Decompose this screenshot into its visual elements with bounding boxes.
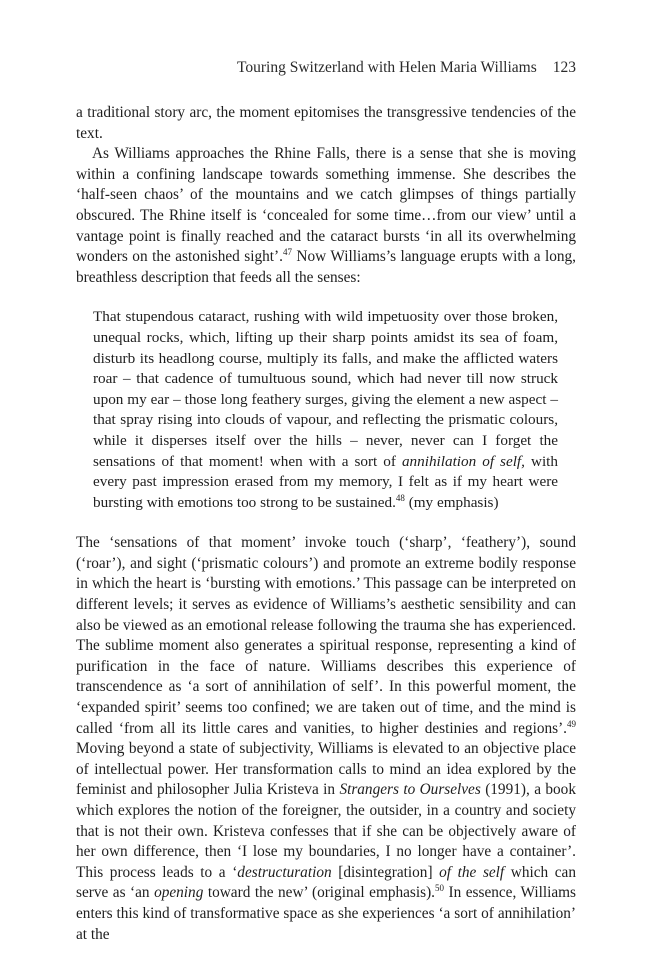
book-page bbox=[76, 58, 576, 945]
footnote-ref-48: 48 bbox=[395, 492, 405, 503]
text-run: (1991), a book which explores the notion of the foreigner, the outsider, in a country and society that is not their own. Kristeva confesses that if she can be objectively aware of her own difference, then ‘I lose my boundaries, I no longer have a container’. This process leads to a ‘ bbox=[76, 781, 576, 881]
text-run: [disintegration] bbox=[331, 863, 440, 881]
text-run: As Williams approaches the Rhine Falls, there is a sense that she is moving within a confining landscape towards something immense. She describes the ‘half-seen chaos’ of the mountains and we catch glimpses of things partially obscured. The Rhine itself is ‘concealed for some time…from our view’ until a vantage point is finally reached and the cataract bursts ‘in all its overwhelming wonders on the astonished sight’. bbox=[76, 145, 576, 266]
emphasis-run: of the self bbox=[439, 863, 505, 881]
emphasis-run: destructuration bbox=[237, 863, 332, 881]
text-run: toward the new’ (original emphasis). bbox=[203, 884, 435, 902]
block-quote bbox=[93, 307, 558, 513]
running-title: Touring Switzerland with Helen Maria Williams bbox=[236, 59, 537, 76]
page-number: 123 bbox=[552, 59, 576, 76]
text-run: Moving beyond a state of subjectivity, Williams is elevated to an objective place of intellectual power. Her transformation calls to mind an idea explored by the feminist and philosopher Julia Kristeva in bbox=[76, 740, 576, 799]
running-header bbox=[76, 58, 576, 78]
text-run: which can serve as ‘an bbox=[76, 863, 576, 902]
footnote-ref-50: 50 bbox=[435, 883, 444, 894]
paragraph-rhine-falls bbox=[76, 144, 576, 288]
emphasis-run: annihilation of self, bbox=[401, 452, 525, 470]
text-run: (my emphasis) bbox=[404, 493, 499, 511]
footnote-ref-49: 49 bbox=[567, 718, 576, 729]
paragraph-sensations bbox=[76, 533, 576, 945]
text-run: The ‘sensations of that moment’ invoke touch (‘sharp’, ‘feathery’), sound (‘roar’), and sight (‘prismatic colours’) and promote an extreme bodily response in which the heart is ‘bursting with emotions.’ This passage can be interpreted on different levels; it serves as evidence of Williams’s aesthetic sensibility and can also be viewed as an emotional release following the trauma she has experienced. The sublime moment also generates a spiritual response, representing a kind of purification in the face of nature. Williams describes this experience of transcendence as ‘a sort of annihilation of self’. In this powerful moment, the ‘expanded spirit’ seems too confined; we are taken out of time, and the mind is called ‘from all its little cares and vanities, to higher destinies and regions’. bbox=[76, 534, 576, 737]
book-title-italic: Strangers to Ourselves bbox=[339, 781, 481, 799]
text-run: That stupendous cataract, rushing with wild impetuosity over those broken, unequal rocks, which, lifting up their sharp points amidst its sea of foam, disturb its headlong course, multiply its falls, and make the afflicted waters roar – that cadence of tumultuous sound, which had never till now struck upon my ear – those long feathery surges, giving the element a new aspect – that spray rising into clouds of vapour, and reflecting the prismatic colours, while it disperses itself over the hills – never, never can I forget the sensations of that moment! when with a sort of bbox=[93, 308, 558, 470]
text-run: In essence, Williams enters this kind of transformative space as she experiences ‘a sort of annihilation’ at the bbox=[76, 884, 576, 943]
footnote-ref-47: 47 bbox=[282, 247, 292, 258]
text-run: Now Williams’s language erupts with a long, breathless description that feeds all the senses: bbox=[76, 248, 576, 286]
paragraph-continued: a traditional story arc, the moment epitomises the transgressive tendencies of the text. bbox=[76, 104, 576, 142]
emphasis-run: opening bbox=[154, 884, 204, 902]
text-run: with every past impression erased from my memory, I felt as if my heart were bursting with emotions too strong to be sustained. bbox=[93, 452, 558, 511]
